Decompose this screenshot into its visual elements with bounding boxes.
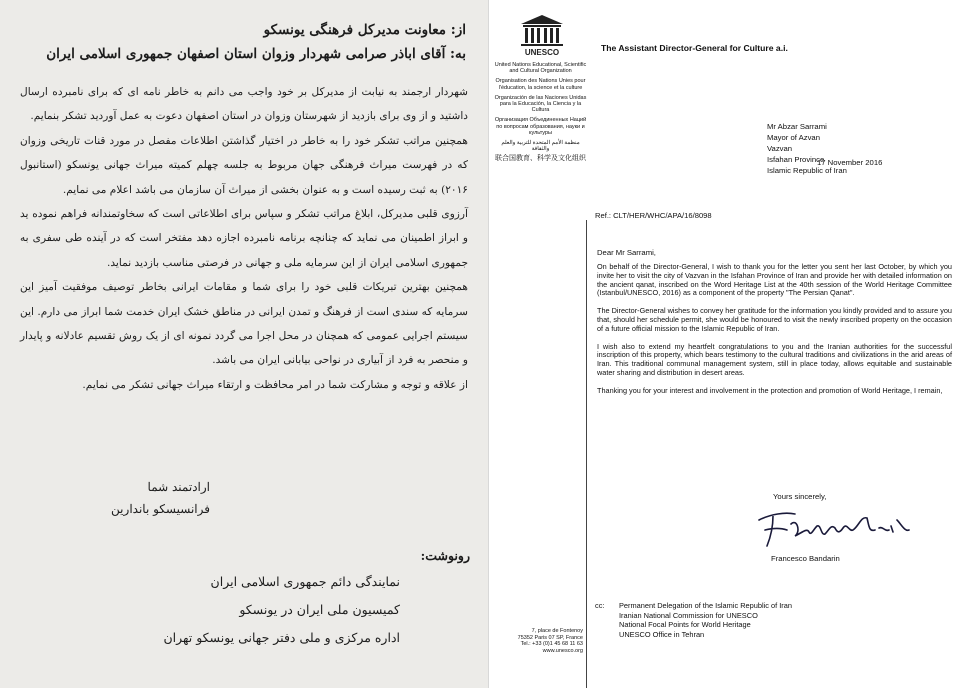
organization-names: [494, 62, 587, 167]
cc-item: Iranian National Commission for UNESCO: [619, 610, 758, 620]
persian-to-line: به: آقای اباذر صرامی شهردار وزوان استان اصفهان جمهوری اسلامی ایران: [46, 46, 466, 62]
org-name: Организация Объединенных Наций по вопросам образования, науки и культуры: [494, 117, 587, 136]
unesco-logo-text: UNESCO: [524, 48, 560, 57]
persian-body: [20, 80, 468, 397]
letter-date: 17 November 2016: [817, 158, 883, 167]
address-line: Mr Abzar Sarrami: [767, 122, 827, 131]
org-name: Organización de las Naciones Unidas para la Educación, la Ciencia y la Cultura: [494, 94, 587, 114]
persian-cc-item: کمیسیون ملی ایران در یونسکو: [239, 602, 400, 617]
unesco-logo: [517, 14, 567, 58]
address-line: Vazvan: [767, 144, 793, 153]
persian-cc-item: نمایندگی دائم جمهوری اسلامی ایران: [210, 574, 400, 589]
complimentary-close: Yours sincerely,: [773, 492, 827, 501]
margin-rule: [586, 220, 587, 688]
org-name: United Nations Educational, Scientific and Cultural Organization: [494, 62, 587, 75]
persian-closing-line: ارادتمند شما: [147, 480, 210, 494]
address-line: Islamic Republic of Iran: [767, 166, 847, 175]
cc-list: [619, 601, 792, 639]
persian-cc-label: رونوشت:: [420, 548, 470, 563]
persian-paragraph: آرزوی قلبی مدیرکل، ابلاغ مراتب تشکر و سپاس برای اطلاعاتی است که سخاوتمندانه فراهم نموده ید و ابراز اطمینان می نماید که چنانچه برنامه نامبرده اجازه دهد مفتخر است که در آینده طی سفری به جمهوری اسلامی ایران از این سرمایه ملی و جهانی در فرصتی مناسب بازدید نماید.: [20, 208, 468, 269]
persian-from-line: از: معاونت مدیرکل فرهنگی یونسکو: [263, 22, 466, 38]
english-paragraph: Thanking you for your interest and involvement in the protection and promotion of World Heritage, I remain,: [597, 385, 943, 395]
footer-line: www.unesco.org: [542, 647, 583, 654]
persian-paragraph: همچنین مراتب تشکر خود را به خاطر در اختیار گذاشتن اطلاعات مفصل در مورد قنات تاریخی وزوان که در فهرست میراث فرهنگی جهان مربوط به جلسه چهلم کمیته میراث جهانی یونسکو (استانبول ۲۰۱۶) به ثبت رسیده است و به عنوان بخشی از میراث آن سازمان می باشد اعلام می نمایم.: [20, 134, 468, 196]
org-name: Organisation des Nations Unies pour l'éducation, la science et la culture: [495, 78, 586, 91]
english-paragraph: On behalf of the Director-General, I wish to thank you for the letter you sent her last October, by which you invite her to visit the city of Vazvan in the Isfahan Province of Iran and provide her with detailed information on the ancient qanat, inscribed on the Word Heritage List at the 40th session of the World Heritage Committee (Istanbul/UNESCO, 2016) as a component of the property "The Persian Qanat".: [597, 262, 952, 298]
persian-paragraph: شهردار ارجمند به نیابت از مدیرکل بر خود واجب می دانم به خاطر نامه ای که برای نامبرده ارسال داشتید و از وی برای بازدید از شهرستان وزوان در استان اصفهان دعوت به عمل آوردید تشکر بنمایم.: [20, 86, 468, 123]
cc-item: Permanent Delegation of the Islamic Republic of Iran: [619, 601, 792, 610]
cc-item: UNESCO Office in Tehran: [619, 629, 705, 639]
address-line: Mayor of Azvan: [767, 133, 820, 142]
english-body: [597, 263, 952, 405]
persian-closing: [70, 476, 210, 520]
signer-name: Francesco Bandarin: [771, 554, 840, 563]
footer-line: 7, place de Fontenoy: [531, 628, 583, 634]
english-paragraph: I wish also to extend my heartfelt congratulations to you and the Iranian authorities for the successful inscription of this property, which bears testimony to the cultural traditions and civilizations in the arid areas of Iran. This traditional communal management system, still in place today, allows equitable and sustainable water sharing and distribution in desert areas.: [597, 341, 952, 377]
persian-cc-item: اداره مرکزی و ملی دفتر جهانی یونسکو تهران: [163, 630, 400, 645]
persian-paragraph: از علاقه و توجه و مشارکت شما در امر محافظت و ارتقاء میراث جهانی تشکر می نمایم.: [82, 378, 468, 391]
address-line: Isfahan Province: [767, 155, 825, 164]
english-letter: [488, 0, 975, 688]
cc-label: cc:: [595, 601, 605, 610]
english-paragraph: The Director-General wishes to convey her gratitude for the information you kindly provided and to assure you that, should her schedule permit, she would be honoured to visit the newly inscribed property on the occasion of a future official mission to the Islamic Republic of Iran.: [597, 306, 952, 333]
persian-signer: فرانسیسکو باندارین: [111, 502, 210, 516]
letterhead-title: The Assistant Director-General for Culture a.i.: [601, 43, 788, 53]
persian-cc-list: [80, 568, 400, 652]
org-name: منظمة الأمم المتحدة للتربية والعلم والثقافة: [501, 140, 580, 153]
reference-number: Ref.: CLT/HER/WHC/APA/16/8098: [595, 211, 712, 220]
recipient-address: [767, 121, 847, 176]
footer-line: 75352 Paris 07 SP, France: [517, 634, 583, 641]
footer-address: [495, 628, 583, 654]
footer-line: Tel.: +33 (0)1 45 68 11 63: [520, 641, 583, 648]
persian-paragraph: همچنین بهترین تبریکات قلبی خود را برای شما و مقامات ایرانی بخاطر توصیف موفقیت آمیز این سرمایه که سندی است از فرهنگ و تمدن ایرانی در مناطق خشک ایران خدمت شما ابراز می دارم. این سیستم اجرایی عمومی که همچنان در محل اجرا می گردد نمونه ای از یک روش تقسیم عادلانه و پایدار و منحصر به فرد از آبیاری در نواحی بیابانی ایران می باشد.: [20, 281, 468, 367]
cc-item: National Focal Points for World Heritage: [619, 620, 751, 630]
handwritten-signature: [751, 502, 941, 552]
salutation: Dear Mr Sarrami,: [597, 248, 656, 257]
org-name: 联合国教育、科学及文化组织: [495, 155, 586, 163]
